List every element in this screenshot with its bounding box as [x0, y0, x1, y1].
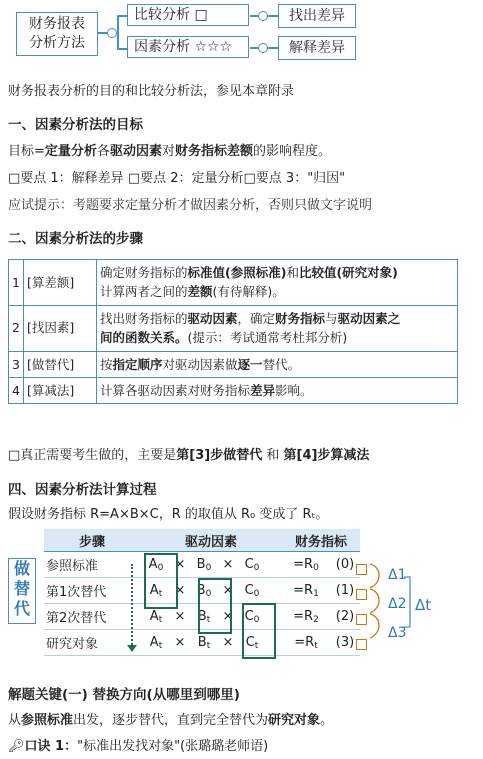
section4-title: 四、因素分析法计算过程 — [8, 482, 157, 498]
key-line: 从参照标准出发，逐步替代，直到完全替代为研究对象。 — [8, 713, 334, 728]
substitution-flow-arrow — [131, 564, 133, 648]
table-row: 4 [算减法] 计算各驱动因素对财务指标差异影响。 — [9, 377, 458, 403]
table-row: 第1次替代 $A_t$ × $B_0$ × $C_0$ $=R_1$ (1) — [44, 578, 360, 604]
key-icon: 🔑︎ — [8, 739, 25, 754]
section1-hint: 应试提示：考题要求定量分析才做因素分析，否则只做文字说明 — [8, 198, 373, 213]
key-tip: 🔑︎口诀 1："标准出发找对象"(张璐璐老师语) — [8, 739, 269, 754]
delta-2: Δ2 — [388, 596, 407, 612]
substitute-side-label: 做 替 代 — [8, 558, 36, 624]
table-row: 研究对象 $A_t$ × $B_t$ × $C_t$ $=R_t$ (3) — [44, 630, 360, 656]
steps-table — [8, 259, 458, 404]
section1-goal: 目标=定量分析各驱动因素对财务指标差额的影响程度。 — [8, 144, 331, 159]
connector — [117, 15, 119, 49]
branch-compare: 比较分析 □ — [127, 4, 249, 26]
table-row: 3 [做替代] 按指定顺序对驱动因素做逐一替代。 — [9, 351, 458, 377]
delta-total: Δt — [415, 596, 432, 614]
table-header-row: 步骤 驱动因素 财务指标 — [44, 529, 360, 552]
result-find-diff: 找出差异 — [278, 4, 356, 28]
table-row: 第2次替代 $A_t$ × $B_t$ × $C_0$ $=R_2$ (2) — [44, 604, 360, 630]
replace-box-a — [144, 553, 178, 609]
table-row: 参照标准 $A_0$ × $B_0$ × $C_0$ $=R_0$ (0) — [44, 552, 360, 578]
connector-node — [258, 43, 268, 53]
connector — [117, 48, 127, 50]
arrow-head — [127, 645, 137, 652]
result-explain-diff: 解释差异 — [278, 36, 356, 60]
connector-node — [258, 11, 268, 21]
delta-1: Δ1 — [388, 567, 407, 583]
replace-box-c — [242, 603, 276, 659]
branch-factor: 因素分析 ☆☆☆ — [127, 36, 249, 58]
connector-node — [107, 28, 117, 38]
section1-title: 一、因素分析法的目标 — [8, 117, 143, 133]
section1-points: □要点 1：解释差异 □要点 2：定量分析□要点 3："归因" — [8, 171, 346, 186]
table-row: 1 [算差额] 确定财务指标的标准值(参照标准)和比较值(研究对象) 计算两者之间的差额(有待解释)。 — [9, 260, 458, 306]
replace-box-b — [198, 578, 232, 634]
diagram-root — [16, 12, 98, 56]
diagram-root-label: 财务报表分析方法 — [29, 16, 85, 51]
connector — [117, 15, 127, 17]
delta-3: Δ3 — [388, 625, 407, 641]
key-title: 解题关键(一) 替换方向(从哪里到哪里) — [8, 687, 240, 703]
section2-title: 二、因素分析法的步骤 — [8, 231, 143, 247]
table-row: 2 [找因素] 找出财务指标的驱动因素，确定财务指标与驱动因素之 间的函数关系。(提示：考试通常考杜邦分析) — [9, 305, 458, 351]
section2-note: □真正需要考生做的，主要是第[3]步做替代 和 第[4]步算减法 — [8, 448, 370, 463]
intro-text: 财务报表分析的目的和比较分析法，参见本章附录 — [8, 84, 295, 99]
section4-premise: 假设财务指标 R=A×B×C，R 的取值从 R₀ 变成了 Rₜ。 — [8, 507, 329, 522]
